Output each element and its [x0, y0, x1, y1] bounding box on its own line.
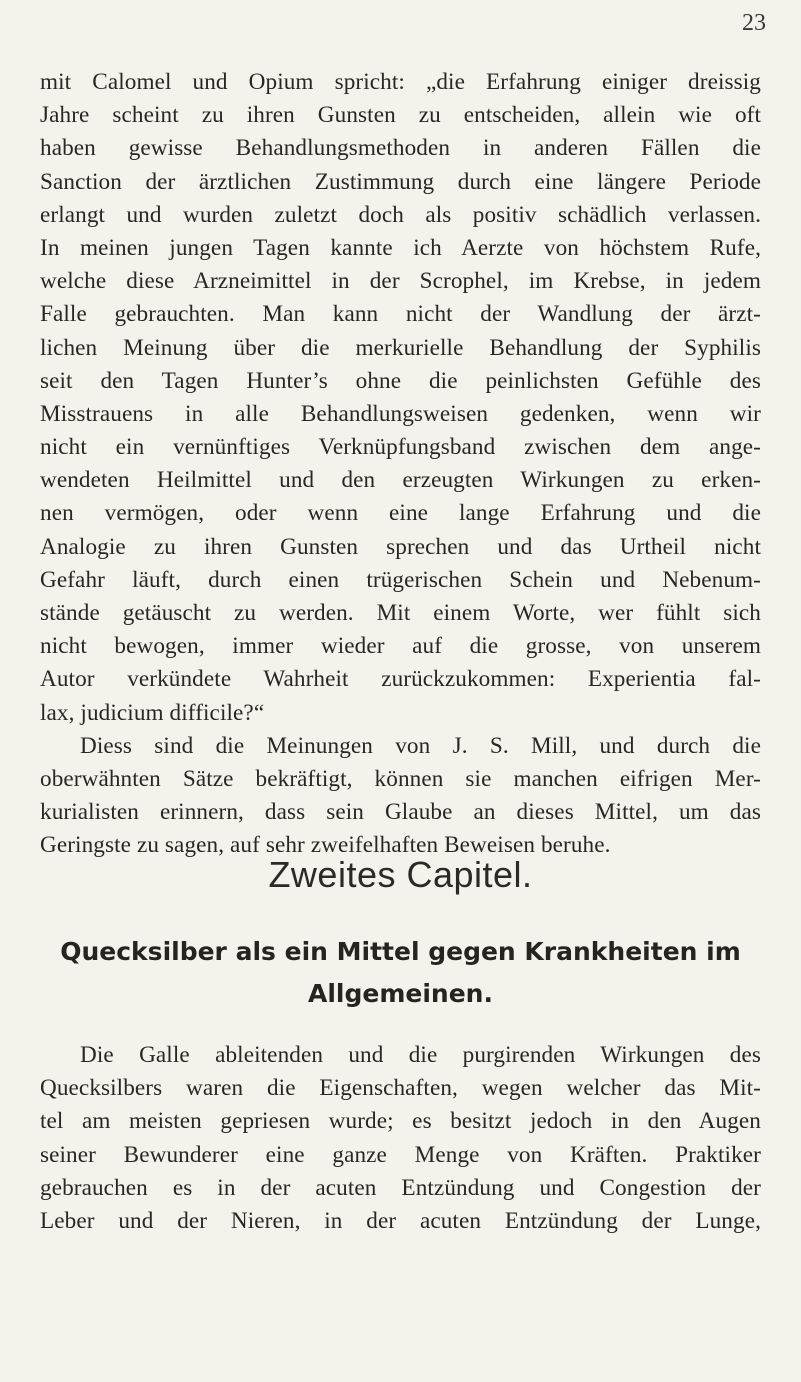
text-line: Leber und der Nieren, in der acuten Entzündung der Lunge,: [40, 1207, 761, 1234]
chapter-title: Zweites Capitel.: [268, 854, 533, 895]
text-line: nicht ein vernünftiges Verknüpfungsband zwischen dem ange-: [40, 434, 761, 461]
text-line: Quecksilbers waren die Eigenschaften, wegen welcher das Mit-: [40, 1075, 761, 1102]
section-heading-line-1: Quecksilber als ein Mittel gegen Krankheiten im: [60, 937, 741, 966]
text-line: erlangt und wurden zuletzt doch als positiv schädlich verlassen.: [40, 201, 761, 228]
text-line: gebrauchen es in der acuten Entzündung und Congestion der: [40, 1174, 761, 1201]
text-line: Sanction der ärztlichen Zustimmung durch eine längere Periode: [40, 168, 761, 195]
text-line: haben gewisse Behandlungsmethoden in anderen Fällen die: [40, 135, 761, 162]
text-line: Misstrauens in alle Behandlungsweisen gedenken, wenn wir: [40, 400, 761, 427]
text-line: oberwähnten Sätze bekräftigt, können sie manchen eifrigen Mer-: [40, 765, 761, 792]
text-line: stände getäuscht zu werden. Mit einem Worte, wer fühlt sich: [40, 600, 761, 626]
section-heading-line-2: Allgemeinen.: [308, 979, 493, 1008]
text-line: Diess sind die Meinungen von J. S. Mill, und durch die: [80, 732, 761, 759]
text-line: lax, judicium difficile?“: [40, 699, 265, 726]
text-line: Autor verkündete Wahrheit zurückzukommen: Experientia fal-: [40, 666, 761, 693]
text-line: nicht bewogen, immer wieder auf die grosse, von unserem: [40, 633, 761, 660]
text-line: Jahre scheint zu ihren Gunsten zu entscheiden, allein wie oft: [40, 102, 761, 129]
text-line: Gefahr läuft, durch einen trügerischen Schein und Nebenum-: [40, 566, 761, 593]
text-line: welche diese Arzneimittel in der Scrophel, im Krebse, in jedem: [40, 268, 761, 295]
text-line: Falle gebrauchten. Man kann nicht der Wandlung der ärzt-: [40, 301, 761, 328]
body-text-upper: [40, 66, 761, 863]
text-line: wendeten Heilmittel und den erzeugten Wirkungen zu erken-: [40, 467, 761, 494]
text-line: In meinen jungen Tagen kannte ich Aerzte von höchstem Rufe,: [40, 234, 761, 261]
text-line: Analogie zu ihren Gunsten sprechen und das Urtheil nicht: [40, 533, 761, 560]
text-line: nen vermögen, oder wenn eine lange Erfahrung und die: [40, 500, 761, 527]
text-line: seit den Tagen Hunter’s ohne die peinlichsten Gefühle des: [40, 367, 761, 394]
text-line: seiner Bewunderer eine ganze Menge von Kräften. Praktiker: [40, 1141, 761, 1168]
text-line: mit Calomel und Opium spricht: „die Erfahrung einiger dreissig: [40, 69, 761, 95]
page-number: 23: [742, 10, 766, 36]
text-line: Die Galle ableitenden und die purgirenden Wirkungen des: [80, 1042, 761, 1068]
text-line: tel am meisten gepriesen wurde; es besitzt jedoch in den Augen: [40, 1108, 761, 1135]
text-line: Geringste zu sagen, auf sehr zweifelhaften Beweisen beruhe.: [40, 832, 611, 859]
text-line: kurialisten erinnern, dass sein Glaube an dieses Mittel, um das: [40, 799, 761, 826]
text-line: lichen Meinung über die merkurielle Behandlung der Syphilis: [40, 334, 761, 361]
body-text-lower: [40, 1039, 761, 1238]
